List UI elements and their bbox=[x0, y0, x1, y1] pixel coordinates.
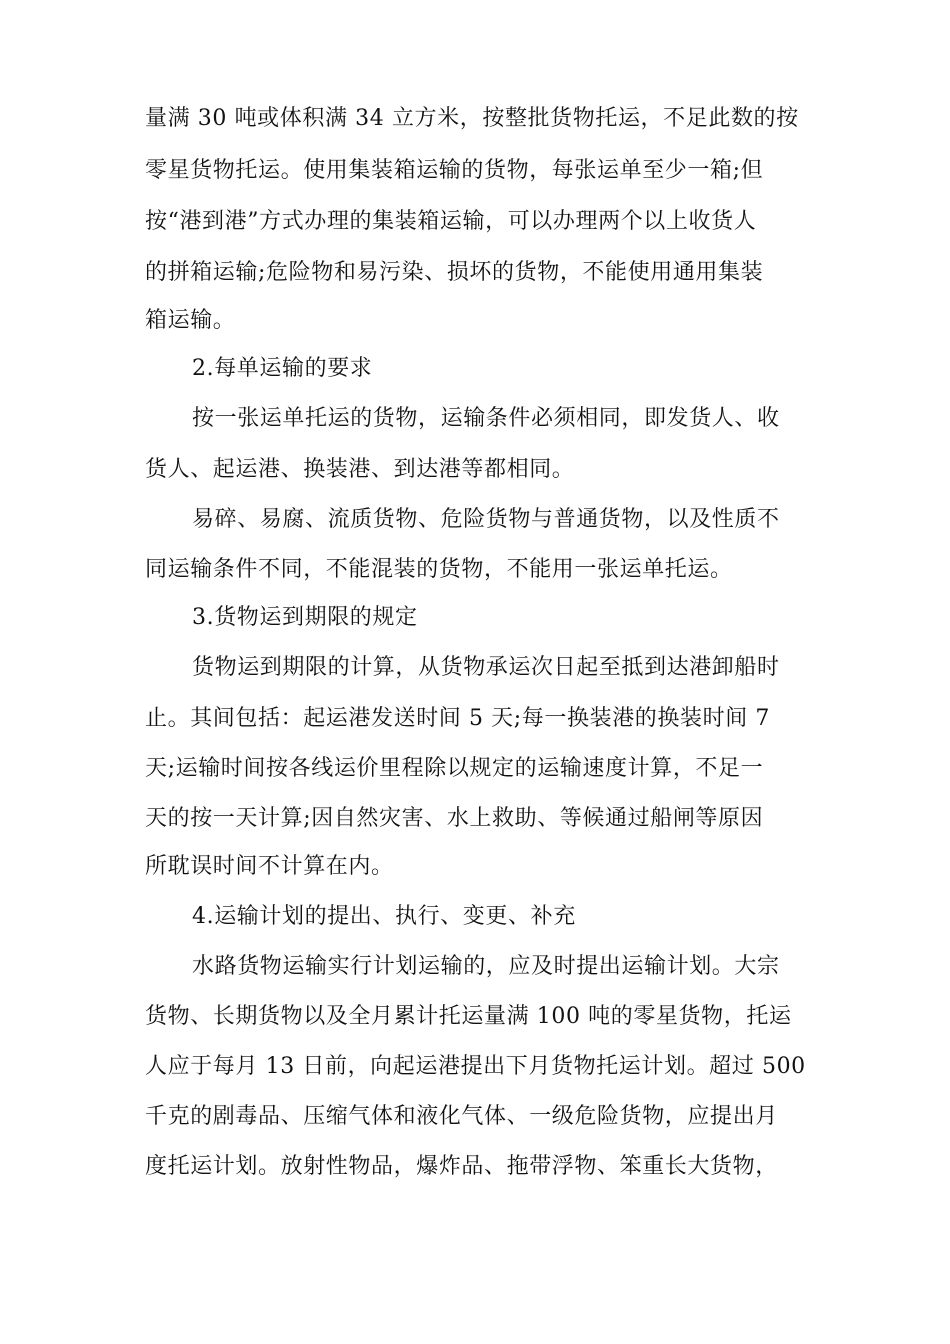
paragraph-line: 按“港到港”方式办理的集装箱运输，可以办理两个以上收货人 bbox=[145, 209, 757, 234]
paragraph-line: 易碎、易腐、流质货物、危险货物与普通货物，以及性质不 bbox=[192, 507, 780, 532]
paragraph-line: 度托运计划。放射性物品，爆炸品、拖带浮物、笨重长大货物， bbox=[145, 1154, 778, 1179]
paragraph-line: 所耽误时间不计算在内。 bbox=[145, 854, 394, 879]
paragraph-line: 水路货物运输实行计划运输的，应及时提出运输计划。大宗 bbox=[192, 954, 780, 979]
paragraph-line: 同运输条件不同，不能混装的货物，不能用一张运单托运。 bbox=[145, 557, 733, 582]
paragraph-line: 零星货物托运。使用集装箱运输的货物，每张运单至少一箱;但 bbox=[145, 158, 764, 183]
section-heading: 3.货物运到期限的规定 bbox=[192, 605, 418, 630]
section-heading: 4.运输计划的提出、执行、变更、补充 bbox=[192, 904, 576, 929]
paragraph-line: 按一张运单托运的货物，运输条件必须相同，即发货人、收 bbox=[192, 406, 780, 431]
section-heading: 2.每单运输的要求 bbox=[192, 356, 373, 381]
paragraph-line: 人应于每月 13 日前，向起运港提出下月货物托运计划。超过 500 bbox=[145, 1054, 806, 1079]
paragraph-line: 箱运输。 bbox=[145, 308, 236, 333]
paragraph-line: 货物运到期限的计算，从货物承运次日起至抵到达港卸船时 bbox=[192, 655, 780, 680]
paragraph-line: 止。其间包括：起运港发送时间 5 天;每一换装港的换装时间 7 bbox=[145, 706, 770, 731]
paragraph-line: 货人、起运港、换装港、到达港等都相同。 bbox=[145, 457, 575, 482]
paragraph-line: 千克的剧毒品、压缩气体和液化气体、一级危险货物，应提出月 bbox=[145, 1104, 778, 1129]
paragraph-line: 天的按一天计算;因自然灾害、水上救助、等候通过船闸等原因 bbox=[145, 806, 764, 831]
paragraph-line: 货物、长期货物以及全月累计托运量满 100 吨的零星货物，托运 bbox=[145, 1004, 792, 1029]
paragraph-line: 量满 30 吨或体积满 34 立方米，按整批货物托运，不足此数的按 bbox=[145, 106, 799, 131]
paragraph-line: 天;运输时间按各线运价里程除以规定的运输速度计算，不足一 bbox=[145, 756, 764, 781]
paragraph-line: 的拼箱运输;危险物和易污染、损坏的货物，不能使用通用集装 bbox=[145, 260, 764, 285]
